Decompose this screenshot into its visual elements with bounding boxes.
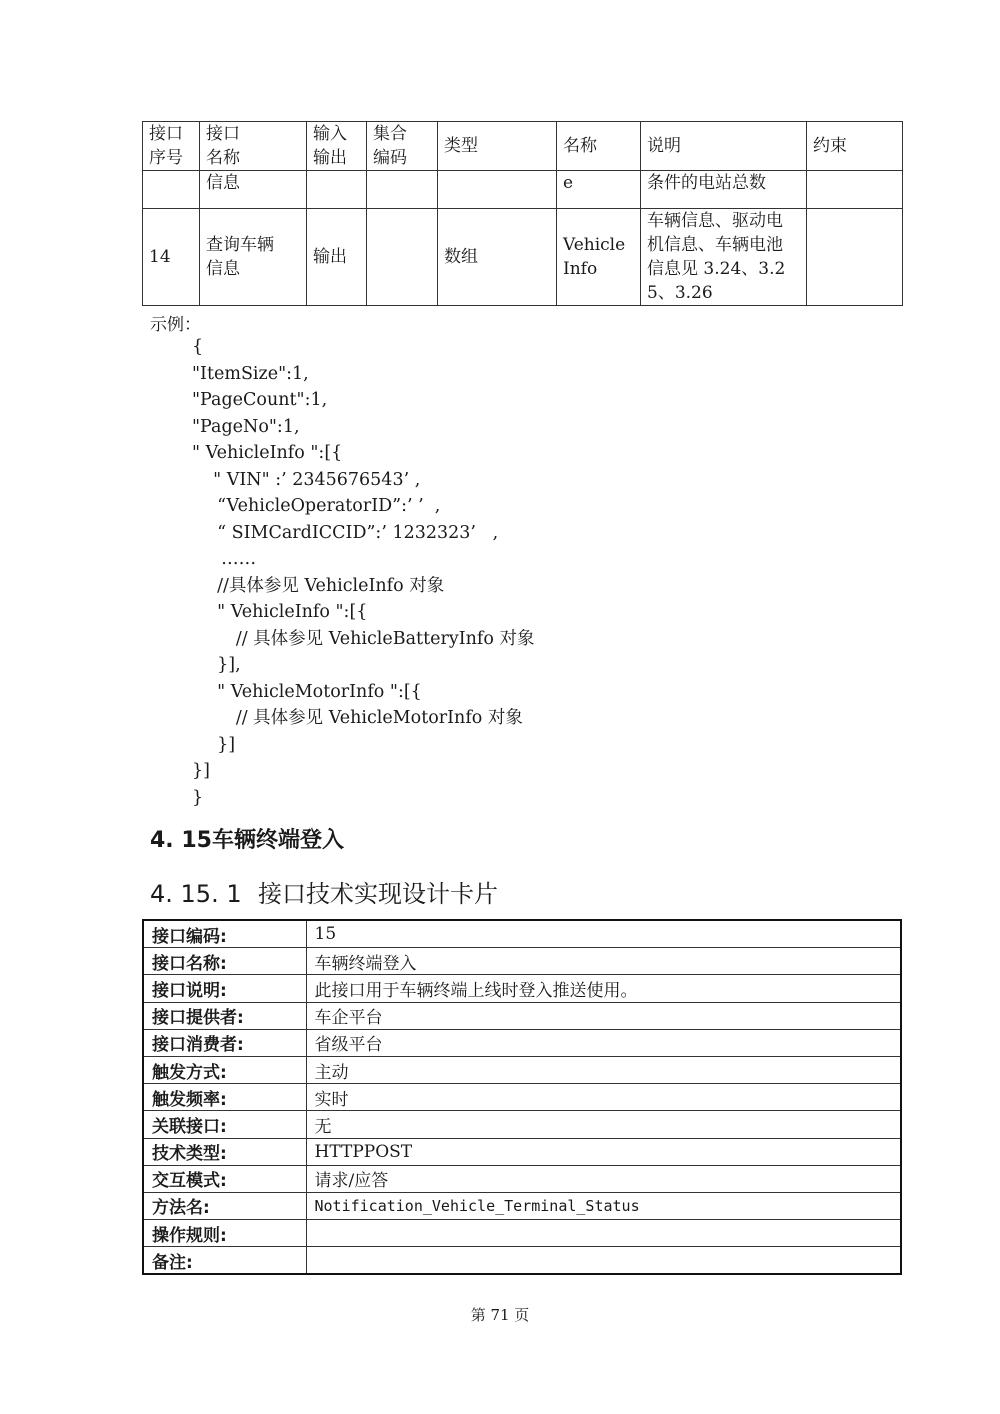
table-cell — [307, 171, 367, 209]
header-cell — [438, 122, 557, 171]
table-header-row — [143, 122, 903, 171]
card-value: 实时 — [306, 1084, 901, 1111]
card-row — [143, 1247, 901, 1275]
card-value: 15 — [306, 920, 901, 948]
subsection-number: 4. 15. 1 — [150, 880, 242, 908]
header-text: 类型 — [444, 136, 478, 156]
code-line: “VehicleOperatorID”:’ ’ , — [206, 496, 441, 516]
table-cell — [807, 171, 903, 209]
subsection-title: 接口技术实现设计卡片 — [258, 880, 498, 908]
table-cell — [807, 209, 903, 306]
code-line: }], — [206, 655, 241, 675]
card-value: 车辆终端登入 — [306, 948, 901, 975]
header-text: 说明 — [647, 136, 681, 156]
code-line: " VehicleInfo ":[{ — [192, 443, 343, 463]
interface-field-table — [142, 121, 903, 306]
card-key: 操作规则: — [143, 1220, 306, 1247]
card-key: 接口提供者: — [143, 1002, 306, 1029]
card-row — [143, 1192, 901, 1219]
header-cell — [641, 122, 807, 171]
example-code-block — [150, 334, 534, 811]
header-cell — [200, 122, 307, 171]
table-cell: Vehicle Info — [557, 209, 641, 306]
header-cell — [807, 122, 903, 171]
code-line: }] — [192, 761, 210, 781]
section-heading: 4. 15车辆终端登入 — [150, 828, 344, 853]
card-value — [306, 1220, 901, 1247]
code-line: " VehicleMotorInfo ":[{ — [206, 681, 422, 702]
card-value: 主动 — [306, 1056, 901, 1083]
code-line: "PageCount":1, — [192, 390, 328, 410]
card-row — [143, 1111, 901, 1138]
card-key: 接口消费者: — [143, 1029, 306, 1056]
code-line: }] — [206, 734, 236, 755]
card-key: 交互模式: — [143, 1165, 306, 1192]
table-cell: 查询车辆 信息 — [200, 209, 307, 306]
code-line: “ SIMCardICCID”:’ 1232323’ , — [206, 522, 499, 543]
header-cell — [367, 122, 438, 171]
table-cell — [367, 171, 438, 209]
code-line: //具体参见 VehicleInfo 对象 — [206, 575, 445, 596]
code-line: "PageNo":1, — [192, 416, 300, 437]
header-text: 接口 序号 — [149, 124, 183, 168]
card-row — [143, 1220, 901, 1247]
table-cell: 条件的电站总数 — [641, 171, 807, 209]
header-text: 接口 名称 — [206, 124, 240, 168]
table-cell: 数组 — [438, 209, 557, 306]
card-key: 技术类型: — [143, 1138, 306, 1165]
code-line: " VIN" :’ 2345676543’ , — [202, 469, 421, 490]
header-cell — [307, 122, 367, 171]
card-value: HTTPPOST — [306, 1138, 901, 1165]
card-value: 无 — [306, 1111, 901, 1138]
card-row — [143, 1165, 901, 1192]
card-row — [143, 1029, 901, 1056]
table-cell: 车辆信息、驱动电 机信息、车辆电池 信息见 3.24、3.2 5、3.26 — [641, 209, 807, 306]
header-cell — [143, 122, 200, 171]
header-text: 集合 编码 — [373, 124, 407, 168]
card-row — [143, 1138, 901, 1165]
card-row — [143, 975, 901, 1002]
page-number: 第 71 页 — [470, 1306, 530, 1324]
card-row — [143, 1056, 901, 1083]
card-key: 触发频率: — [143, 1084, 306, 1111]
code-line: …… — [210, 549, 257, 569]
code-line: { — [192, 337, 204, 357]
card-row — [143, 948, 901, 975]
code-line: " VehicleInfo ":[{ — [206, 602, 368, 622]
table-cell: 信息 — [200, 171, 307, 209]
table-row — [143, 171, 903, 209]
card-value: 请求/应答 — [306, 1165, 901, 1192]
card-key: 接口编码: — [143, 920, 306, 948]
card-key: 接口说明: — [143, 975, 306, 1002]
table-cell: e — [557, 171, 641, 209]
card-row — [143, 1002, 901, 1029]
card-row — [143, 920, 901, 948]
interface-design-card — [142, 919, 902, 1275]
card-key: 方法名: — [143, 1192, 306, 1219]
table-cell — [143, 171, 200, 209]
table-cell — [367, 209, 438, 306]
header-text: 输入 输出 — [313, 124, 347, 168]
code-line: // 具体参见 VehicleBatteryInfo 对象 — [208, 628, 535, 649]
card-value — [306, 1247, 901, 1275]
header-text: 名称 — [563, 136, 597, 156]
example-label: 示例： — [150, 315, 201, 335]
card-value: 车企平台 — [306, 1002, 901, 1029]
table-cell — [438, 171, 557, 209]
card-value: Notification_Vehicle_Terminal_Status — [306, 1192, 901, 1219]
card-key: 接口名称: — [143, 948, 306, 975]
table-cell: 输出 — [307, 209, 367, 306]
card-key: 关联接口: — [143, 1111, 306, 1138]
card-value: 此接口用于车辆终端上线时登入推送使用。 — [306, 975, 901, 1002]
table-row — [143, 209, 903, 306]
code-line: "ItemSize":1, — [192, 363, 309, 384]
card-row — [143, 1084, 901, 1111]
code-line: // 具体参见 VehicleMotorInfo 对象 — [208, 708, 523, 728]
header-text: 约束 — [813, 136, 847, 156]
header-cell — [557, 122, 641, 171]
card-value: 省级平台 — [306, 1029, 901, 1056]
card-key: 备注: — [143, 1247, 306, 1275]
table-cell: 14 — [143, 209, 200, 306]
code-line: } — [192, 787, 204, 808]
subsection-heading — [150, 874, 498, 909]
card-key: 触发方式: — [143, 1056, 306, 1083]
